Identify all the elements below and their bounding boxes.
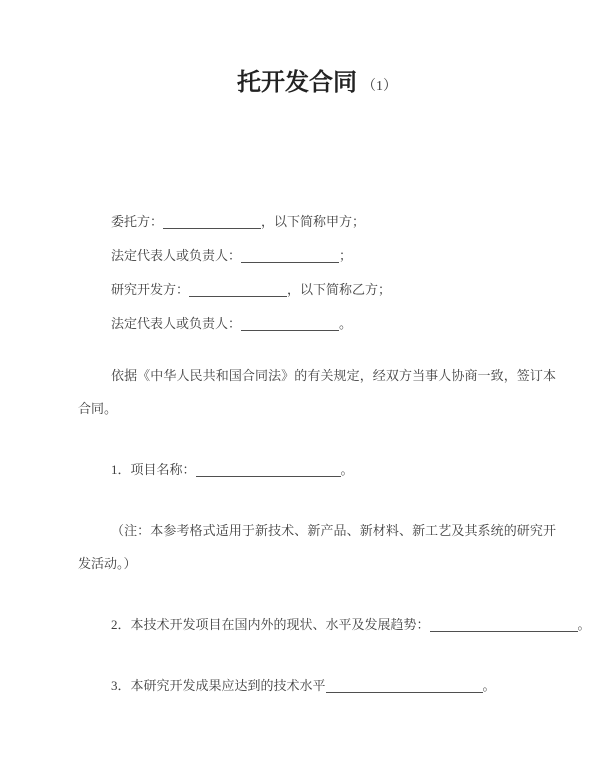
note-paragraph: （注：本参考格式适用于新技术、新产品、新材料、新工艺及其系统的研究开发活动。） [78, 523, 556, 571]
document-title-text: 托开发合同 [237, 70, 357, 96]
preamble-paragraph: 依据《中华人民共和国合同法》的有关规定，经双方当事人协商一致，签订本合同。 [78, 368, 556, 416]
blank-client-name [163, 215, 261, 229]
clause-status-trend [78, 608, 591, 641]
document-title [78, 68, 556, 102]
document-title-number: （1） [362, 79, 397, 94]
clause-status-trend-suffix: 。 [577, 617, 591, 632]
blank-tech-level [326, 679, 483, 693]
party-client-rep-suffix: ； [339, 248, 353, 263]
party-client-rep-label: 法定代表人或负责人： [111, 248, 242, 263]
blank-project-name [196, 463, 341, 477]
party-developer-line [78, 273, 556, 307]
party-developer-label: 研究开发方： [111, 282, 190, 297]
clause-tech-level [78, 669, 556, 702]
blank-status-trend [430, 618, 578, 632]
parties-block [78, 205, 556, 341]
party-developer-suffix: ，以下简称乙方； [287, 282, 392, 297]
blank-developer-name [189, 283, 287, 297]
party-client-rep-line [78, 239, 556, 273]
party-developer-rep-suffix: 。 [339, 316, 353, 331]
clause-project-name [78, 453, 556, 486]
blank-client-rep-name [241, 249, 339, 263]
clause-tech-level-text: 3．本研究开发成果应达到的技术水平 [111, 678, 326, 693]
clause-project-name-suffix: 。 [340, 462, 354, 477]
party-developer-rep-line [78, 307, 556, 341]
party-developer-rep-label: 法定代表人或负责人： [111, 316, 242, 331]
blank-developer-rep-name [241, 317, 339, 331]
party-client-suffix: ，以下简称甲方； [261, 214, 366, 229]
clause-status-trend-text: 2．本技术开发项目在国内外的现状、水平及发展趋势： [111, 617, 430, 632]
party-client-line [78, 205, 556, 239]
clause-project-name-text: 1．项目名称： [111, 462, 196, 477]
clause-tech-level-suffix: 。 [482, 678, 496, 693]
party-client-label: 委托方： [111, 214, 164, 229]
